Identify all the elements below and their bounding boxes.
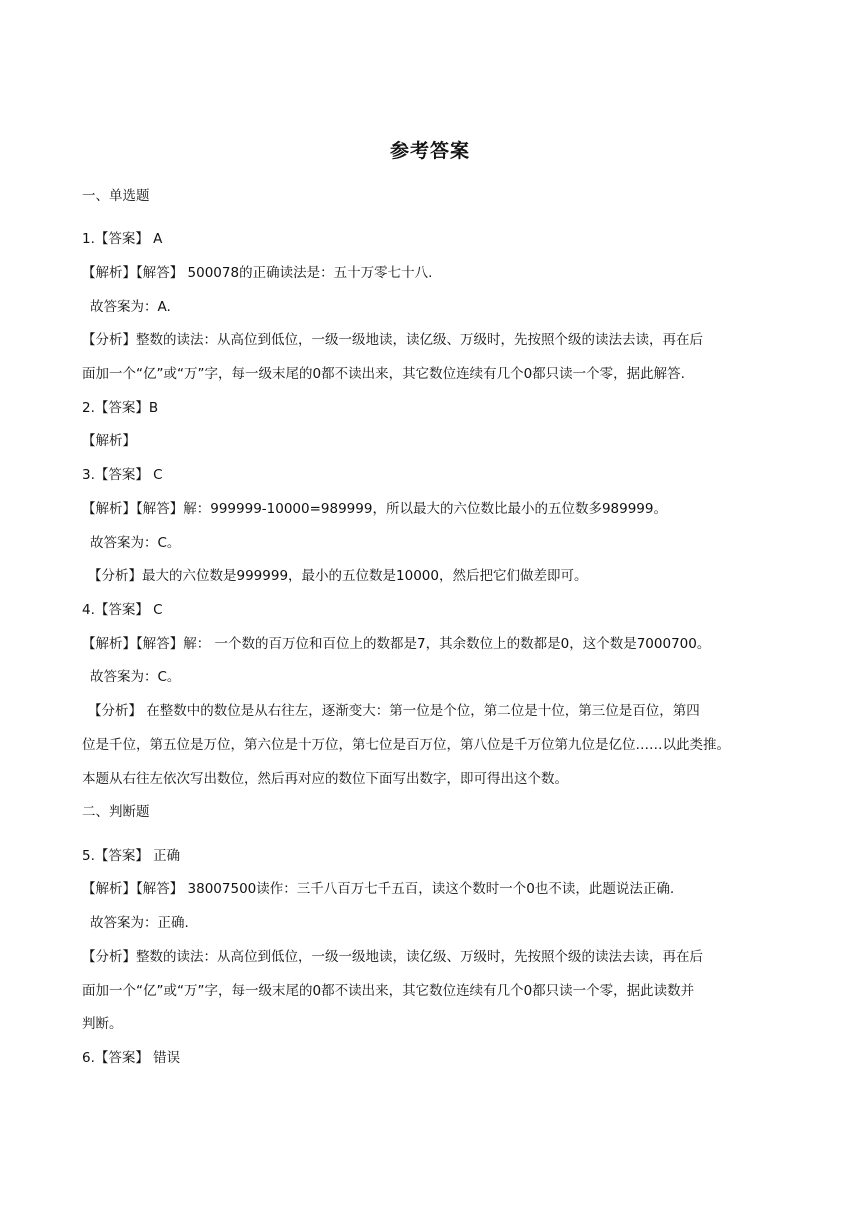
answer-4: 4.【答案】 C [82,602,163,618]
answer-3: 3.【答案】 C [82,467,163,483]
conclusion-1: 故答案为：A. [90,299,171,315]
explanation-1: 【解析】【解答】 500078的正确读法是：五十万零七十八. [82,265,433,281]
answer-2: 2.【答案】B [82,400,159,416]
analysis-3: 【分析】最大的六位数是999999，最小的五位数是10000，然后把它们做差即可。 [88,568,588,584]
page-title: 参考答案 [389,140,470,162]
analysis-5-line-3: 判断。 [82,1016,123,1032]
analysis-4-line-3: 本题从右往左依次写出数位，然后再对应的数位下面写出数字，即可得出这个数。 [82,771,568,787]
explanation-3: 【解析】【解答】解：999999-10000=989999，所以最大的六位数比最小的五位数多989999。 [82,501,667,517]
explanation-5: 【解析】【解答】 38007500读作：三千八百万七千五百，读这个数时一个0也不读，此题说法正确. [82,881,675,897]
section-heading-true-false: 二、判断题 [82,804,150,820]
answer-6: 6.【答案】 错误 [82,1050,181,1066]
section-heading-single-choice: 一、单选题 [82,188,150,204]
analysis-5-line-2: 面加一个“亿”或“万”字，每一级末尾的0都不读出来，其它数位连续有几个0都只读一个零，据此读数并 [82,983,695,999]
explanation-2: 【解析】 [82,433,136,449]
answer-1: 1.【答案】 A [82,231,163,247]
conclusion-3: 故答案为：C。 [90,535,181,551]
analysis-5-line-1: 【分析】整数的读法：从高位到低位，一级一级地读，读亿级、万级时，先按照个级的读法去读，再在后 [82,949,703,965]
explanation-4: 【解析】【解答】解： 一个数的百万位和百位上的数都是7，其余数位上的数都是0，这个数是7000700。 [82,636,711,652]
conclusion-5: 故答案为：正确. [90,915,189,931]
answer-5: 5.【答案】 正确 [82,848,181,864]
conclusion-4: 故答案为：C。 [90,669,181,685]
analysis-4-line-1: 【分析】 在整数中的数位是从右往左，逐渐变大：第一位是个位，第二位是十位，第三位是百位，第四 [88,703,700,719]
analysis-1-line-1: 【分析】整数的读法：从高位到低位，一级一级地读，读亿级、万级时，先按照个级的读法去读，再在后 [82,332,703,348]
analysis-4-line-2: 位是千位，第五位是万位，第六位是十万位，第七位是百万位，第八位是千万位第九位是亿位……以此类推。 [82,737,730,753]
analysis-1-line-2: 面加一个“亿”或“万”字，每一级末尾的0都不读出来，其它数位连续有几个0都只读一个零，据此解答. [82,366,685,382]
